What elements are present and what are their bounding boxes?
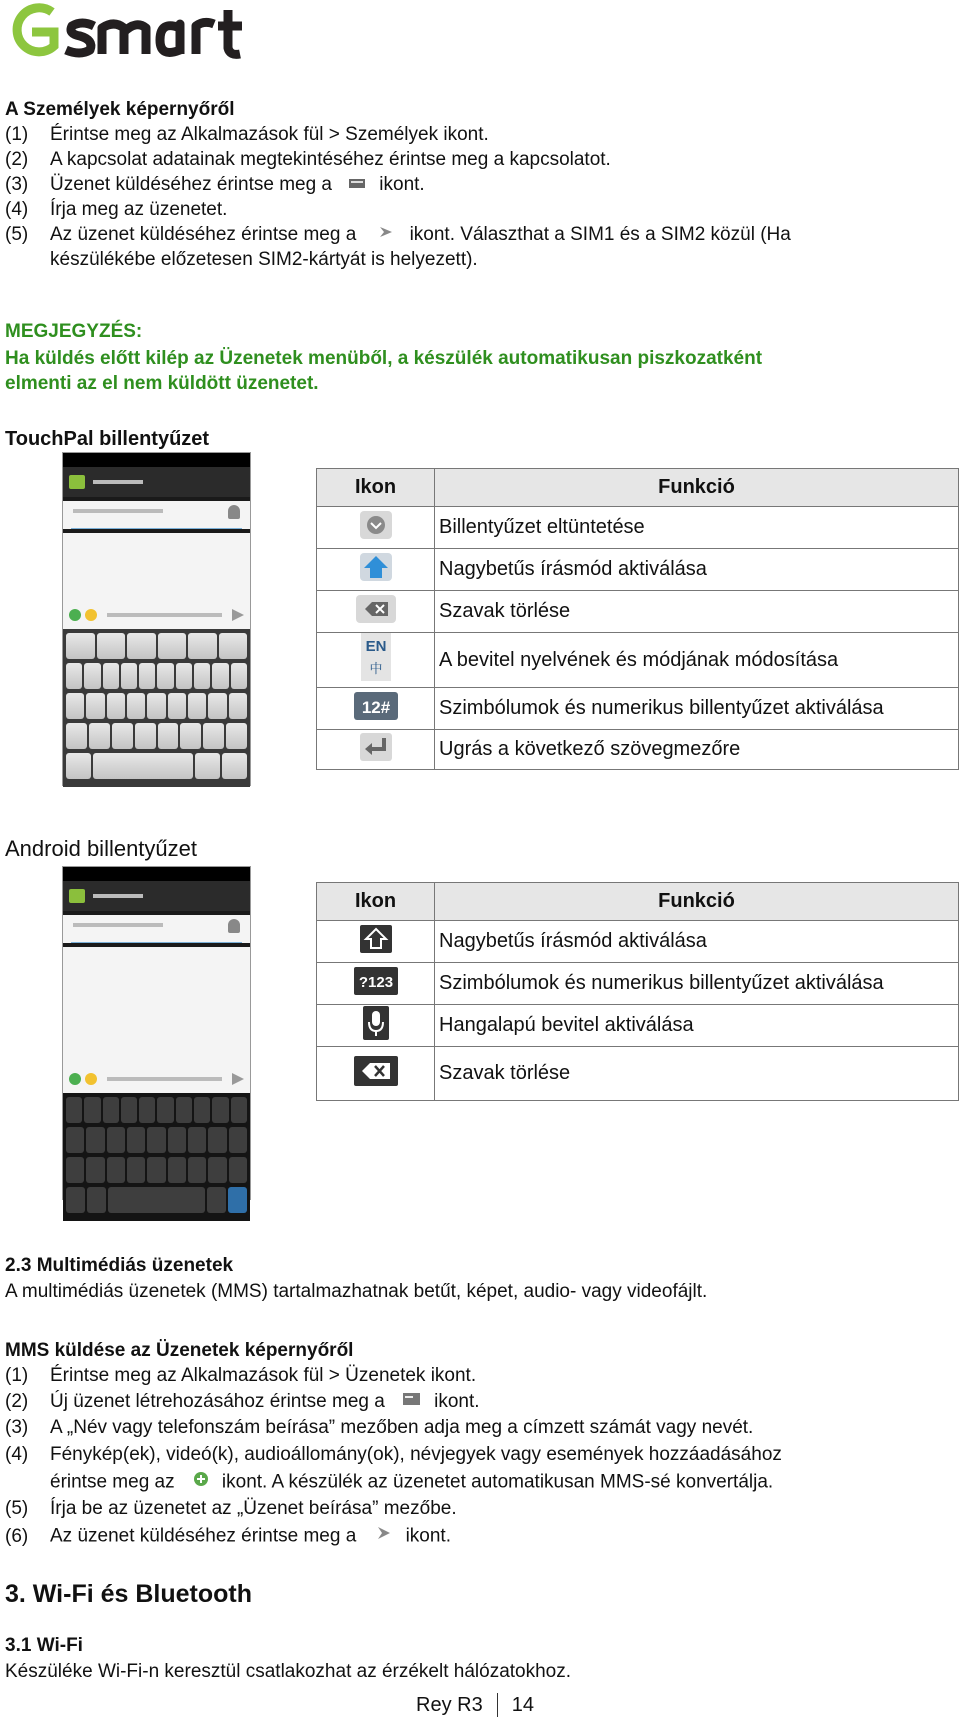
- android-heading: Android billentyűzet: [5, 836, 198, 861]
- mms-step-4: (4) Fénykép(ek), videó(k), audioállomány(ok), névjegyek vagy események hozzáadásához: [5, 1444, 782, 1465]
- touchpal-phone-screenshot: [62, 452, 251, 786]
- wifi-text: Készüléke Wi-Fi-n keresztül csatlakozhat az érzékelt hálózatokhoz.: [5, 1661, 572, 1682]
- mms-intro: A multimédiás üzenetek (MMS) tartalmazhatnak betűt, képet, audio- vagy videofájlt.: [5, 1281, 708, 1302]
- footer-divider: [497, 1693, 498, 1717]
- shift-icon: [359, 938, 393, 959]
- mms-step-6: (6) Az üzenet küldéséhez érintse meg a ikont.: [5, 1524, 451, 1549]
- step-1: (1) Érintse meg az Alkalmazások fül > Személyek ikont.: [5, 124, 489, 145]
- col-icon-header: Ikon: [317, 469, 435, 507]
- col-icon-header: Ikon: [317, 883, 435, 921]
- step-3: (3) Üzenet küldéséhez érintse meg a ikont.: [5, 174, 425, 196]
- col-function-header: Funkció: [435, 883, 959, 921]
- step-4: (4) Írja meg az üzenetet.: [5, 199, 228, 220]
- touchpal-function-table: [316, 468, 959, 770]
- table-row-text: Billentyűzet eltüntetése: [435, 507, 959, 549]
- page-footer: [416, 1693, 534, 1717]
- mms-step-2: (2) Új üzenet létrehozásához érintse meg a ikont.: [5, 1391, 480, 1413]
- attach-plus-icon: [192, 1470, 210, 1495]
- gsmart-logo: [2, 2, 262, 62]
- new-message-icon: [402, 1390, 422, 1414]
- table-row-text: Hangalapú bevitel aktiválása: [435, 1005, 959, 1047]
- hide-keyboard-icon: [359, 524, 393, 545]
- mms-step-4-continuation: érintse meg az ikont. A készülék az üzenetet automatikusan MMS-sé konvertálja.: [50, 1470, 773, 1495]
- symbols-123-icon: [353, 973, 399, 1001]
- chapter-heading: 3. Wi-Fi és Bluetooth: [5, 1580, 252, 1608]
- svg-text:中: 中: [368, 662, 383, 677]
- step-5-continuation: készülékébe előzetesen SIM2-kártyát is helyezett).: [50, 249, 478, 270]
- page-number: 14: [511, 1693, 534, 1716]
- android-phone-screenshot: [62, 866, 251, 1200]
- microphone-icon: [363, 1024, 389, 1045]
- table-row-text: Szimbólumok és numerikus billentyűzet aktiválása: [435, 688, 959, 730]
- svg-text:EN: EN: [365, 638, 386, 655]
- shift-up-icon: [359, 566, 393, 587]
- note-label: MEGJEGYZÉS:: [5, 321, 143, 342]
- send-icon: [376, 1524, 392, 1549]
- note-line-2: elmenti az el nem küldött üzenetet.: [5, 373, 319, 394]
- section-heading-contacts: A Személyek képernyőről: [5, 99, 235, 120]
- enter-icon: [359, 746, 393, 767]
- mms-step-1: (1) Érintse meg az Alkalmazások fül > Üzenetek ikont.: [5, 1365, 477, 1386]
- mms-step-5: (5) Írja be az üzenetet az „Üzenet beírása” mezőbe.: [5, 1498, 457, 1519]
- step-5: (5) Az üzenet küldéséhez érintse meg a ikont. Választhat a SIM1 és a SIM2 közül (Ha: [5, 224, 791, 246]
- symbols-12-icon: [353, 697, 399, 726]
- table-row-text: Szavak törlése: [435, 1047, 959, 1101]
- note-line-1: Ha küldés előtt kilép az Üzenetek menüből, a készülék automatikusan piszkozatként: [5, 348, 763, 369]
- delete-icon: [355, 608, 397, 629]
- table-row-text: Ugrás a következő szövegmezőre: [435, 730, 959, 770]
- svg-text:?123: ?123: [358, 973, 393, 991]
- table-row-text: A bevitel nyelvének és módjának módosítása: [435, 633, 959, 688]
- language-en-icon: [361, 638, 391, 686]
- svg-text:12#: 12#: [361, 697, 390, 717]
- touchpal-heading: TouchPal billentyűzet: [5, 428, 210, 450]
- mms-heading: 2.3 Multimédiás üzenetek: [5, 1255, 234, 1276]
- footer-model: Rey R3: [416, 1693, 483, 1716]
- android-function-table: [316, 882, 959, 1101]
- wifi-sub-heading: 3.1 Wi-Fi: [5, 1635, 83, 1656]
- table-row-text: Szimbólumok és numerikus billentyűzet aktiválása: [435, 963, 959, 1005]
- step-2: (2) A kapcsolat adatainak megtekintéséhez érintse meg a kapcsolatot.: [5, 149, 611, 170]
- table-row-text: Nagybetűs írásmód aktiválása: [435, 549, 959, 591]
- table-row-text: Szavak törlése: [435, 591, 959, 633]
- col-function-header: Funkció: [435, 469, 959, 507]
- delete-icon: [353, 1071, 399, 1092]
- message-icon: [347, 173, 369, 197]
- mms-sub-heading: MMS küldése az Üzenetek képernyőről: [5, 1340, 354, 1361]
- send-icon: [378, 223, 394, 247]
- mms-step-3: (3) A „Név vagy telefonszám beírása” mezőben adja meg a címzett számát vagy nevét.: [5, 1417, 754, 1438]
- table-row-text: Nagybetűs írásmód aktiválása: [435, 921, 959, 963]
